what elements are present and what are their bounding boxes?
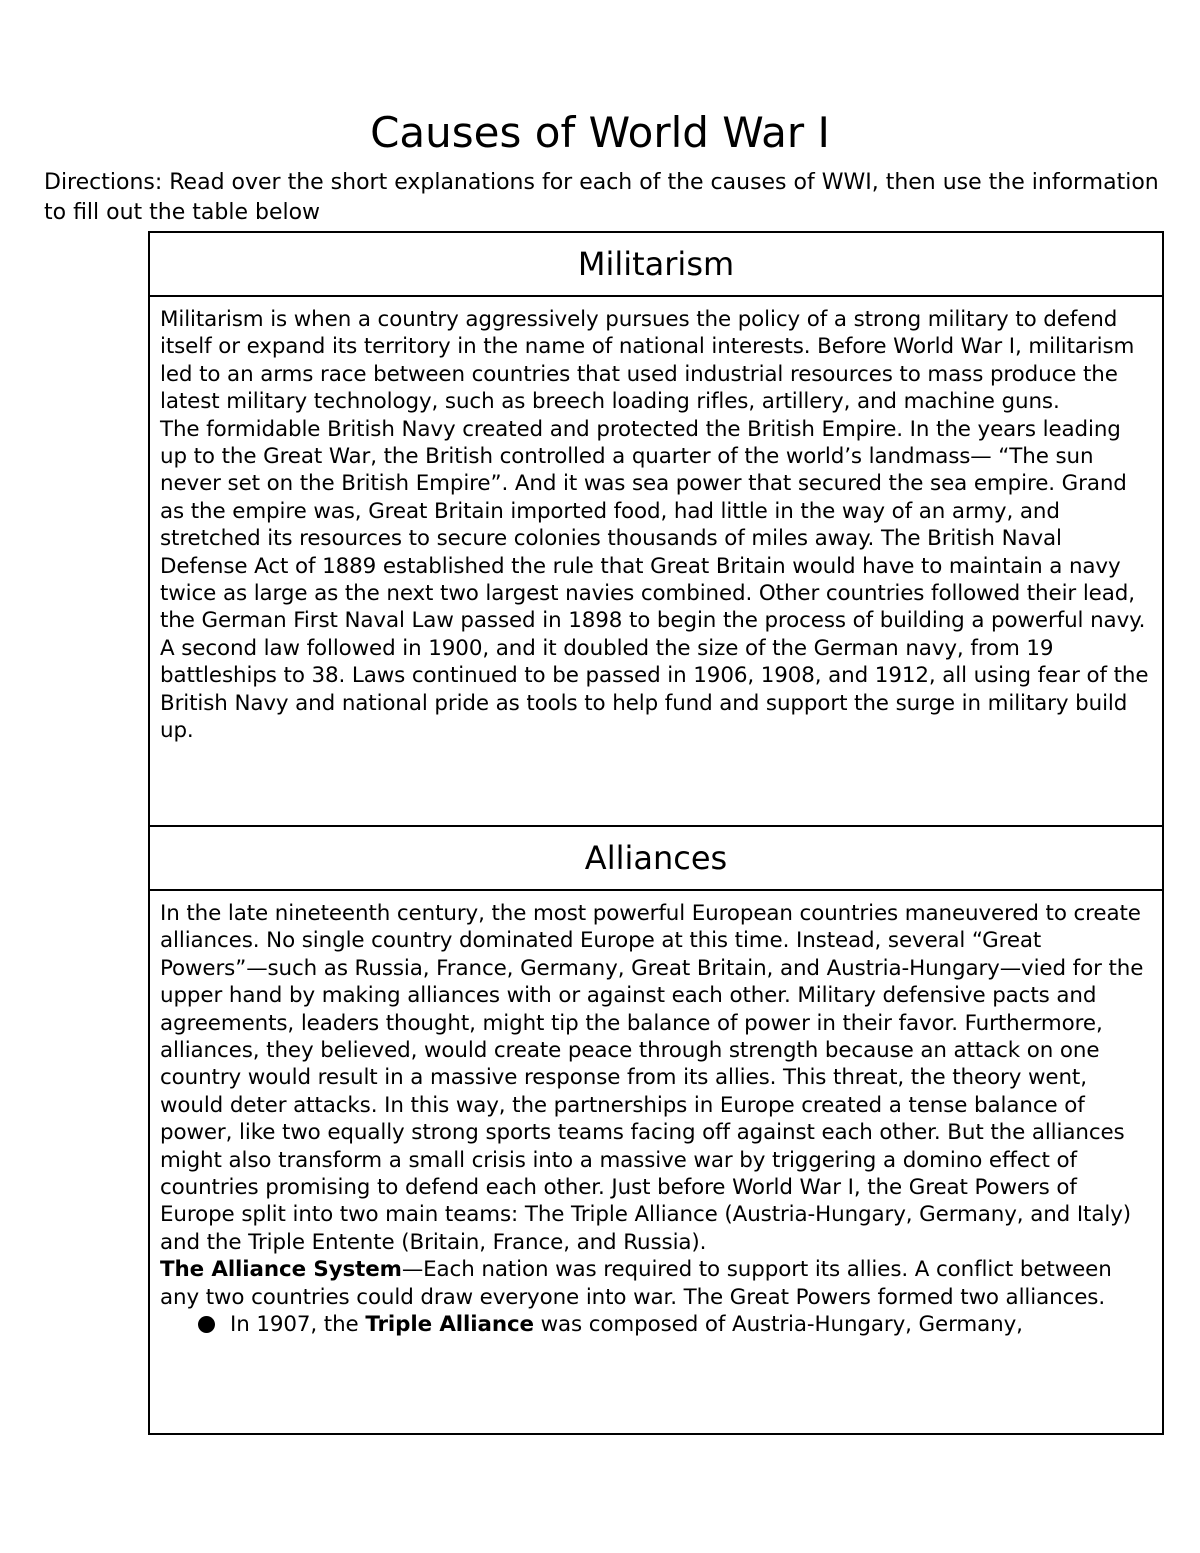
militarism-section [148,231,1164,827]
alliances-paragraph-1: In the late nineteenth century, the most powerful European countries maneuvered to create alliances. No single country dominated Europe at this time. Instead, several “Great Powers”—such as Russia, France, Germany, Great Britain, and Austria-Hungary—vied for the upper hand by making alliances with or against each other. Military defensive pacts and agreements, leaders thought, might tip the balance of power in their favor. Furthermore, alliances, they believed, would create peace through strength because an attack on one country would result in a massive response from its allies. This threat, the theory went, would deter attacks. In this way, the partnerships in Europe created a tense balance of power, like two equally strong sports teams facing off against each other. But the alliances might also transform a small crisis into a massive war by triggering a domino effect of countries promising to defend each other. Just before World War I, the Great Powers of Europe split into two main teams: The Triple Alliance (Austria-Hungary, Germany, and Italy) and the Triple Entente (Britain, France, and Russia). [160,901,1144,1255]
list-item [160,1311,1154,1338]
alliance-system-paragraph [160,1256,1154,1283]
alliance-system-paragraph-2: any two countries could draw everyone into war. The Great Powers formed two alliances. [160,1284,1106,1310]
triple-alliance-term: Triple Alliance [365,1312,534,1338]
militarism-paragraph-1: Militarism is when a country aggressively pursues the policy of a strong military to defend itself or expand its territory in the name of national interests. Before World War I, militarism led to an arms race between countries that used industrial resources to mass produce the latest military technology, such as breech loading rifles, artillery, and machine guns. [160,307,1135,415]
bullet-prefix: In 1907, the [230,1312,366,1338]
militarism-heading: Militarism [150,233,1162,297]
alliances-body [150,891,1162,1339]
bullet-suffix: was composed of Austria-Hungary, Germany, [533,1312,1023,1338]
alliances-heading: Alliances [150,827,1162,891]
militarism-body [150,297,1162,745]
directions-text: Directions: Read over the short explanations for each of the causes of WWI, then use the information to fill out the table below [44,170,1159,225]
alliance-system-term: The Alliance System [160,1257,402,1283]
militarism-paragraph-2: The formidable British Navy created and protected the British Empire. In the years leading up to the Great War, the British controlled a quarter of the world’s landmass— “The sun never set on the British Empire”. And it was sea power that secured the sea empire. Grand as the empire was, Great Britain imported food, had little in the way of an army, and stretched its resources to secure colonies thousands of miles away. The British Naval Defense Act of 1889 established the rule that Great Britain would have to maintain a navy twice as large as the next two largest navies combined. Other countries followed their lead, the German First Naval Law passed in 1898 to begin the process of building a powerful navy. A second law followed in 1900, and it doubled the size of the German navy, from 19 battleships to 38. Laws continued to be passed in 1906, 1908, and 1912, all using fear of the British Navy and national pride as tools to help fund and support the surge in military build up. [160,416,1149,744]
bullet-icon [198,1316,215,1333]
alliance-system-text: —Each nation was required to support its allies. A conflict between [401,1257,1112,1283]
alliances-section [148,825,1164,1435]
page-title: Causes of World War I [370,108,830,157]
